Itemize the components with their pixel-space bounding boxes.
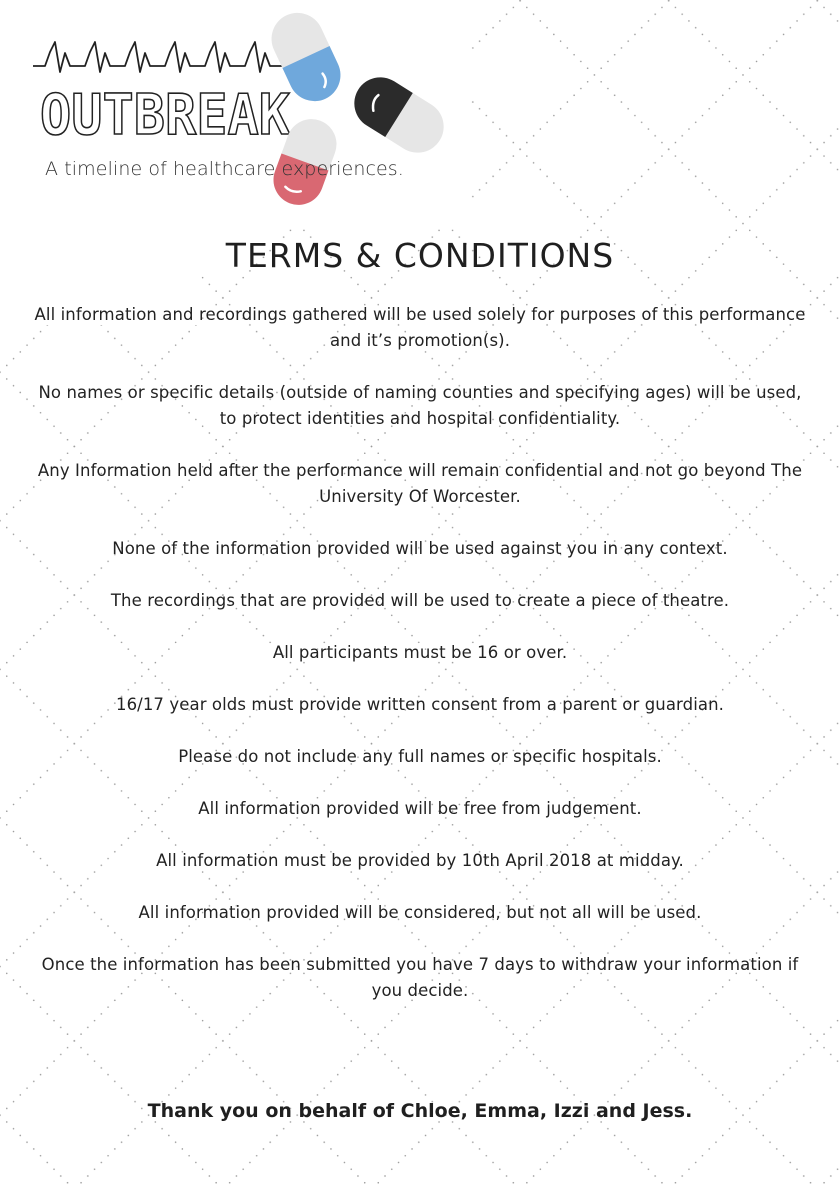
term-item: Please do not include any full names or specific hospitals.: [178, 747, 662, 766]
term-item: Once the information has been submitted you have 7 days to withdraw your information if you decide.: [41, 955, 799, 1000]
term-item: The recordings that are provided will be used to create a piece of theatre.: [110, 591, 730, 610]
term-item: Any Information held after the performance will remain confidential and not go beyond The University Of Worcester.: [37, 461, 803, 506]
thank-you-note: Thank you on behalf of Chloe, Emma, Izzi and Jess.: [147, 1100, 693, 1122]
outbreak-wordmark: OUTBREAK: [40, 83, 291, 148]
term-item: All information provided will be considered, but not all will be used.: [138, 903, 702, 922]
term-item: All information must be provided by 10th April 2018 at midday.: [156, 851, 684, 870]
outbreak-logo: [0, 0, 460, 220]
term-item: 16/17 year olds must provide written consent from a parent or guardian.: [115, 695, 725, 714]
heartbeat-line-icon: [33, 42, 290, 72]
term-item: No names or specific details (outside of naming counties and specifying ages) will be used, to protect identities and hospital confidentiality.: [38, 383, 802, 428]
logo-tagline: A timeline of healthcare experiences.: [45, 158, 404, 180]
page-title: TERMS & CONDITIONS: [225, 236, 615, 275]
term-item: All participants must be 16 or over.: [272, 643, 568, 662]
term-item: None of the information provided will be used against you in any context.: [112, 539, 728, 558]
terms-list: [30, 302, 810, 1030]
pill-black-icon: [345, 68, 454, 163]
term-item: All information and recordings gathered will be used solely for purposes of this performance and it’s promotion(s).: [34, 305, 806, 350]
term-item: All information provided will be free from judgement.: [198, 799, 642, 818]
